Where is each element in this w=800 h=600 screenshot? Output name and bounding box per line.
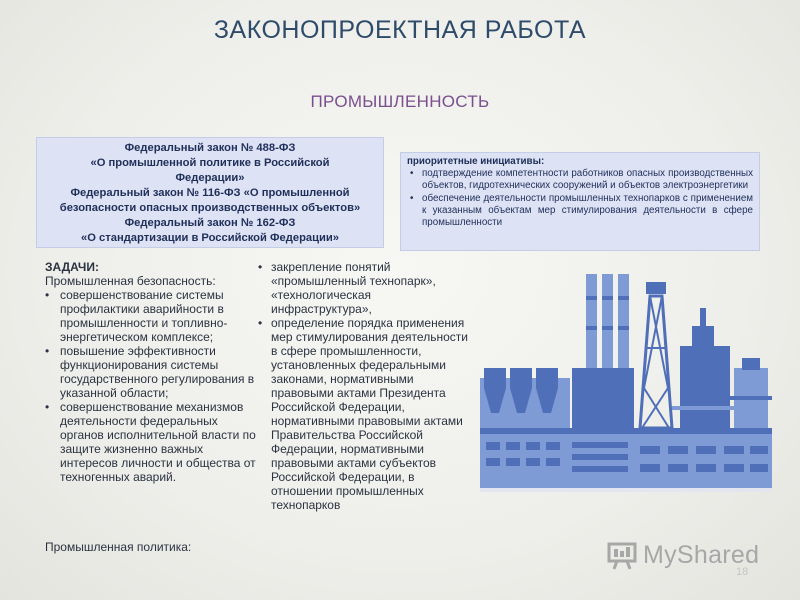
federal-laws-box: [36, 137, 384, 248]
list-item: • закрепление понятий «промышленный технопарк», «технологическая инфраструктура»,: [258, 260, 470, 316]
technopark-list: [258, 260, 470, 512]
law-line: Федеральный закон № 488-ФЗ: [124, 142, 296, 154]
list-item: • определение порядка применения мер стимулирования деятельности в сфере промышленности, установленных федеральными законами, нормативными правовыми актами Президента Российской Федерации, нормативными правовыми актами Правительства Российской Федерации, нормативными правовыми актами субъектов Российской Федерации, в отношении промышленных технопарков: [258, 316, 470, 512]
tasks-section-title: Промышленная безопасность:: [45, 274, 216, 288]
law-line: Федеральный закон № 162-ФЗ: [124, 217, 296, 229]
factory-illustration: [472, 268, 772, 493]
tasks-list: [45, 288, 260, 484]
slide-title: ЗАКОНОПРОЕКТНАЯ РАБОТА: [213, 16, 587, 44]
list-item: • подтверждение компетентности работников опасных производственных объектов, гидротехнических сооружений и объектов электроэнергетики: [407, 168, 753, 192]
presentation-board-icon: [607, 540, 637, 570]
initiatives-list: [407, 168, 753, 229]
industrial-policy-label: Промышленная политика:: [45, 540, 192, 554]
list-item: • совершенствование механизмов деятельности федеральных органов исполнительной власти по защите жизненно важных интересов личности и общества от техногенных аварий.: [45, 400, 260, 484]
tasks-section: [45, 260, 260, 484]
technopark-section: [258, 260, 470, 512]
law-line: «О стандартизации в Российской Федерации»: [80, 232, 339, 244]
page-number: 18: [736, 566, 749, 578]
law-line: безопасности опасных производственных объектов»: [59, 202, 361, 214]
tasks-heading: ЗАДАЧИ:: [45, 260, 99, 274]
logo-text: MyShared: [643, 540, 760, 569]
list-item: • обеспечение деятельности промышленных технопарков с применением к указанным объектам мер стимулирования деятельности в сфере промышленности: [407, 193, 753, 230]
law-line: Федеральный закон № 116-ФЗ «О промышленной: [70, 187, 350, 199]
law-line: «О промышленной политике в Российской: [90, 157, 330, 169]
list-item: • повышение эффективности функционирования системы государственного регулирования в указанной области;: [45, 344, 260, 400]
priority-initiatives-box: [400, 152, 760, 251]
law-line: Федерации»: [175, 172, 245, 184]
initiatives-heading: приоритетные инициативы:: [407, 156, 545, 167]
slide-subtitle: ПРОМЫШЛЕННОСТЬ: [310, 92, 490, 111]
list-item: • совершенствование системы профилактики аварийности в промышленности и топливно-энергетическом комплексе;: [45, 288, 260, 344]
